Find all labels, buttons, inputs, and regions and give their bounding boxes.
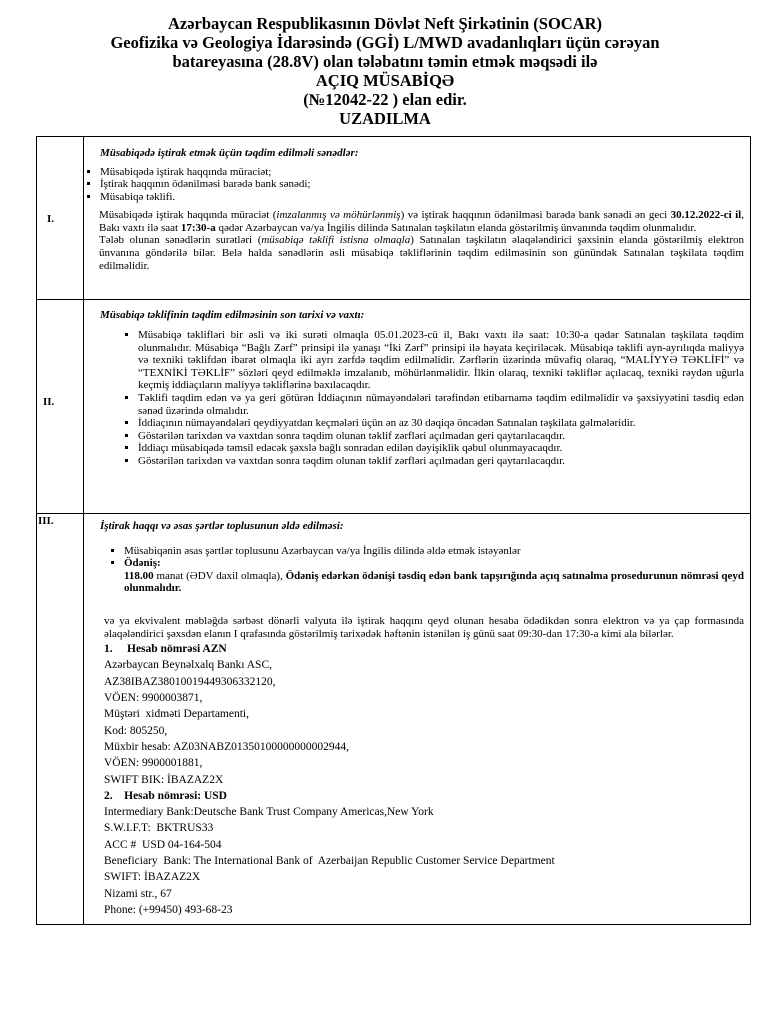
azn-account-title: 1. Hesab nömrəsi AZN — [104, 643, 227, 656]
section-1-paragraph-2 — [99, 234, 744, 272]
section-2-number-cell — [37, 300, 84, 514]
bank-line: SWIFT: İBAZAZ2X — [104, 871, 201, 884]
list-item: ▪ İştirak haqqının ödənilməsi barədə bank sənədi; — [100, 178, 744, 190]
text-italic: müsabiqə təklifi istisna olmaqla — [261, 234, 411, 247]
tender-table — [36, 136, 751, 925]
payment-item — [124, 557, 744, 569]
bank-line: Kod: 805250, — [104, 724, 168, 737]
deadline-date: 30.12.2022-ci il — [670, 209, 742, 222]
list-item: ▪ Göstərilən tarixdən və vaxtdan sonra təqdim olunan təklif zərfləri açılmadan geri qaytarılacaqdır. — [138, 455, 744, 468]
list-item: ▪ Müsabiqə təklifləri bir əsli və iki surəti olmaqla 05.01.2023-cü il, Bakı vaxtı ilə saat: 10:30-a qədər Satınalan təşkilata təqdim olunmalıdır. Müsabiqə “Bağlı Zərf” prinsipi ilə yanaşı “İki Zərf” prinsipi ilə həyata keçiriləcək. Müsabiqə təklifi ayn-ayrılıqda maliyyə və texniki təklifdən ibarət olmaqla iki ayrı zərfdə təqdim edilməlidir. Zərflərin üzərində müvafiq olaraq, “MALİYYƏ TƏKLİFİ” və “TEXNİKİ TƏKLİF” sözləri qeyd edilməklə imzalanıb, möhürlənməlidir. İlkin olaraq, texniki təkliflər açılacaq, texniki rəydən uğurla keçmiş iddiaçıların maliyyə təkliflərinə baxılacaqdır. — [138, 329, 744, 392]
list-item: ▪ Təklifi təqdim edən və ya geri götürən İddiaçının nümayəndələri tərəfindən etibarnamə təqdim edilməlidir və şəxsiyyətini təsdiq edən sənəd üzərində olmalıdır. — [138, 392, 744, 417]
bank-line: VÖEN: 9900003871, — [104, 692, 203, 705]
text-span: qədər Azərbaycan və/ya İngilis dilində Satınalan təşkilatın elanda göstərilmiş ünvanında təqdim olunmalıdır. — [215, 221, 697, 234]
section-3-title: İştirak haqqı və əsas şərtlər toplusunun əldə edilməsi: — [100, 520, 344, 532]
section-2-title: Müsabiqə təklifinin təqdim edilməsinin son tarixi və vaxtı: — [100, 309, 365, 321]
deadline-time: 17:30-a — [180, 221, 216, 234]
list-item: ▪ Müsabiqədə iştirak haqqında müraciət; — [100, 166, 744, 178]
header-line-5: (№12042-22 ) elan edir. — [303, 90, 467, 109]
bank-line: S.W.I.F.T: BKTRUS33 — [104, 822, 214, 835]
text-span: Tələb olunan sənədlərin surətləri ( — [99, 234, 262, 247]
list-item: ▪ İddiaçının nümayəndələri qeydiyyatdan keçmələri üçün ən az 30 dəqiqə öncədən Satınalan təşkilata gəlmələridir. — [138, 417, 744, 430]
text-italic: imzalanmış və möhürlənmiş — [276, 209, 401, 222]
bank-line: Nizami str., 67 — [104, 887, 172, 900]
usd-account-title: 2. Hesab nömrəsi: USD — [104, 789, 227, 802]
header-line-1: Azərbaycan Respublikasının Dövlət Neft Şirkətinin (SOCAR) — [167, 14, 603, 33]
bank-line: Müxbir hesab: AZ03NABZ01350100000000002944, — [104, 740, 350, 753]
section-3-list — [110, 545, 744, 570]
document-header — [40, 14, 730, 128]
bank-line: AZ38IBAZ38010019449306332120, — [104, 675, 276, 688]
list-item: ▪ Müsabiqənin əsas şərtlər toplusunu Azərbaycan və/ya İngilis dilində əldə etmək istəyənlər — [124, 545, 744, 557]
list-item: ▪ Göstərilən tarixdən və vaxtdan sonra təqdim olunan təklif zərfləri açılmadan geri qaytarılacaqdır. — [138, 430, 744, 443]
section-1-row — [37, 137, 751, 300]
text-span: , Bakı vaxtı ilə saat — [99, 209, 744, 234]
section-2-list — [86, 329, 750, 468]
bank-line: Phone: (+99450) 493-68-23 — [104, 903, 233, 916]
bank-line: VÖEN: 9900001881, — [104, 757, 203, 770]
section-1-paragraph-1 — [99, 209, 744, 234]
header-line-6: UZADILMA — [339, 109, 431, 128]
text-span: manat (ƏDV daxil olmaqla), — [153, 569, 286, 582]
bank-line: Beneficiary Bank: The International Bank of Azerbaijan Republic Customer Service Department — [104, 855, 555, 868]
section-3-paragraph: və ya ekvivalent məbləğdə sərbəst dönərli valyuta ilə iştirak haqqını qeyd olunan hesaba ödədikdən sonra elektron və ya çap formasında əlaqələndirici şəxsdən elanın I qrafasında göstərilmiş tarixədək həftənin istənilən iş günü saat 09:30-dan 17:30-a kimi ala bilərlər. — [104, 615, 744, 640]
list-item: ▪ Müsabiqə təklifi. — [100, 191, 744, 203]
bank-line: Müştəri xidməti Departamenti, — [104, 708, 249, 721]
section-3-content — [84, 514, 751, 925]
text-span: ) Satınalan təşkilatın əlaqələndirici şəxsinin elanda göstərilmiş elektron ünvanına göndərilə bilər. Belə halda sənədlərin əsli müsabiqə təkliflərinin təqdim edilməsinin son günündək Satınalan təşkilata təqdim edilməlidir. — [99, 234, 745, 272]
list-item: ▪ İddiaçı müsabiqədə təmsil edəcək şəxslə bağlı sonradan edilən dəyişiklik qəbul olunmayacaqdır. — [138, 442, 744, 455]
payment-note: Ödəniş edərkən ödənişi təsdiq edən bank tapşırığında açıq satınalma prosedurunun nömrəsi qeyd olunmalıdır. — [124, 569, 744, 595]
section-2-number: II. — [43, 396, 55, 408]
section-1-number-cell — [37, 137, 84, 300]
section-1-list — [86, 166, 744, 203]
azn-account-block — [104, 641, 744, 918]
section-3-row — [37, 514, 751, 925]
text-span: ) və iştirak haqqının ödənilməsi barədə bank sənədi ən geci — [400, 209, 671, 222]
section-1-title: Müsabiqədə iştirak etmək üçün təqdim edilməli sənədlər: — [100, 147, 359, 159]
payment-label: Ödəniş: — [124, 557, 161, 570]
header-line-2: Geofizika və Geologiya İdarəsində (GGİ) L/MWD avadanlıqları üçün cərəyan — [110, 33, 660, 52]
bank-line: Intermediary Bank:Deutsche Bank Trust Company Americas,New York — [104, 806, 434, 819]
bank-line: Azərbaycan Beynəlxalq Bankı ASC, — [104, 659, 272, 672]
section-3-number-cell — [37, 514, 84, 925]
section-2-content — [84, 300, 751, 514]
text-span: Müsabiqədə iştirak haqqında müraciət ( — [99, 209, 277, 222]
payment-amount-paragraph — [124, 570, 744, 595]
section-1-content — [84, 137, 751, 300]
section-3-number: III. — [38, 515, 54, 527]
section-1-number: I. — [47, 213, 55, 225]
bank-line: SWIFT BIK: İBAZAZ2X — [104, 773, 224, 786]
bank-line: ACC # USD 04-164-504 — [104, 838, 222, 851]
section-2-row — [37, 300, 751, 514]
header-line-3: batareyasına (28.8V) olan tələbatını təmin etmək məqsədi ilə — [172, 52, 598, 71]
header-line-4: AÇIQ MÜSABİQƏ — [315, 71, 455, 90]
payment-amount: 118.00 — [124, 569, 154, 582]
